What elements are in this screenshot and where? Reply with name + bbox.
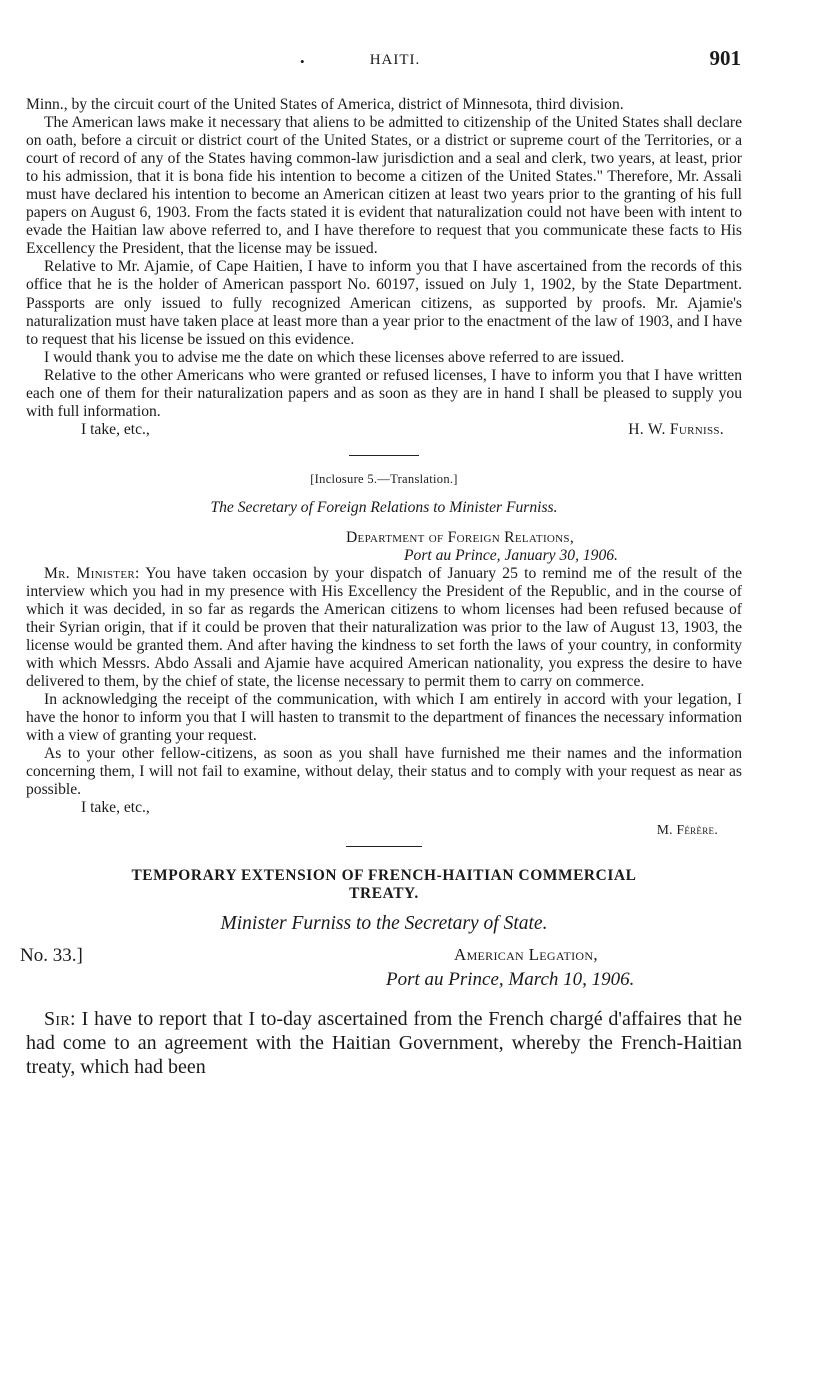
enclosure-label: [Inclosure 5.—Translation.]	[310, 471, 458, 486]
enclosure-paragraph-1-text: You have taken occasion by your dispatch of January 25 to remind me of the result of the interview which you had in my presence with His Excellency the President of the Republic, and in the course of which it was decided, in so far as regards the American citizens to whom licenses had been refused because of their Syrian origin, that if it could be proven that their naturalization was prior to the law of August 13, 1903, the license would be granted them. And after having the kindness to set forth the laws of your country, in conformity with which Messrs. Abdo Assali and Ajamie have acquired American nationality, you express the desire to have delivered to them, by the chief of state, the license necessary to permit them to carry on commerce.	[26, 564, 742, 691]
paragraph-other-americans: Relative to the other Americans who were granted or refused licenses, I have to inform you that I have written each one of them for their naturalization papers and as soon as they are in hand I shall be pleased to supply you with full information.	[26, 366, 742, 420]
header-bullet: •	[300, 54, 305, 69]
enclosure-signature: M. Férère.	[656, 821, 718, 837]
page-body	[20, 96, 742, 1079]
divider-rule	[349, 455, 419, 456]
letter-paragraph-1	[26, 1007, 742, 1079]
letter-paragraph-1-text: I have to report that I to-day ascertained from the French chargé d'affaires that he had come to an agreement with the Haitian Government, whereby the French-Haitian treaty, which had been	[26, 1007, 742, 1078]
legation-name: American Legation,	[454, 944, 598, 964]
letter-place-date: Port au Prince, March 10, 1906.	[386, 968, 635, 990]
letter-salutation: Sir:	[44, 1007, 76, 1030]
closing-signature: H. W. Furniss.	[628, 420, 724, 438]
dispatch-number: No. 33.]	[20, 944, 83, 966]
paragraph-american-laws: The American laws make it necessary that aliens to be admitted to citizenship of the United States shall declare on oath, before a circuit or district court of the United States, or a district or supreme court of the Territories, or a court of record of any of the States having common-law jurisdiction and a seal and clerk, two years, at least, prior to his admission, that it is bona fide his intention to become a citizen of the United States." Therefore, Mr. Assali must have declared his intention to become an American citizen at least two years prior to the granting of his full papers on August 6, 1903. From the facts stated it is evident that naturalization could not have been with intent to evade the Haitian law above referred to, and I have therefore to request that you communicate these facts to His Excellency the President, that the license may be issued.	[26, 114, 742, 258]
letter-heading	[20, 944, 742, 1001]
closing-phrase: I take, etc.,	[81, 420, 150, 438]
enclosure-paragraph-2: In acknowledging the receipt of the communication, with which I am entirely in accord with your legation, I have the honor to inform you that I will hasten to transmit to the department of finances the necessary information with a view of granting your request.	[26, 691, 742, 745]
paragraph-advise-date: I would thank you to advise me the date on which these licenses above referred to are issued.	[44, 348, 625, 366]
section-title	[26, 867, 742, 903]
paragraph-ajamie: Relative to Mr. Ajamie, of Cape Haitien, I have to inform you that I have ascertained from the records of this office that he is the holder of American passport No. 60197, issued on July 1, 1902, by the State Department. Passports are only issued to fully recognized American citizens, as supported by proofs. Mr. Ajamie's naturalization must have taken place at least more than a year prior to the enactment of the law of 1903, and I have to request that his license be issued on this evidence.	[26, 258, 742, 348]
department-name: Department of Foreign Relations,	[346, 528, 575, 546]
page-number: 901	[709, 46, 741, 70]
enclosure-paragraph-1	[26, 565, 742, 691]
salutation: Mr. Minister:	[44, 564, 140, 582]
running-header	[0, 46, 839, 76]
enclosure-place-date: Port au Prince, January 30, 1906.	[404, 546, 618, 564]
divider-rule-2	[346, 846, 422, 847]
paragraph-continued: Minn., by the circuit court of the United States of America, district of Minnesota, third division.	[26, 96, 624, 113]
enclosure-closing: I take, etc.,	[81, 799, 150, 817]
enclosure-paragraph-3: As to your other fellow-citizens, as soon as you shall have furnished me their names and the information concerning them, I will not fail to examine, without delay, their status and to comply with your request as near as possible.	[26, 745, 742, 799]
section-title-line-1: TEMPORARY EXTENSION OF FRENCH-HAITIAN COMMERCIAL	[131, 866, 637, 884]
section-subtitle: Minister Furniss to the Secretary of State.	[220, 912, 548, 934]
header-title: HAITI.	[369, 52, 421, 68]
enclosure-dateline	[346, 529, 742, 565]
section-title-line-2: TREATY.	[349, 884, 419, 902]
enclosure-subtitle: The Secretary of Foreign Relations to Minister Furniss.	[210, 498, 558, 516]
letter-closing	[26, 421, 742, 439]
